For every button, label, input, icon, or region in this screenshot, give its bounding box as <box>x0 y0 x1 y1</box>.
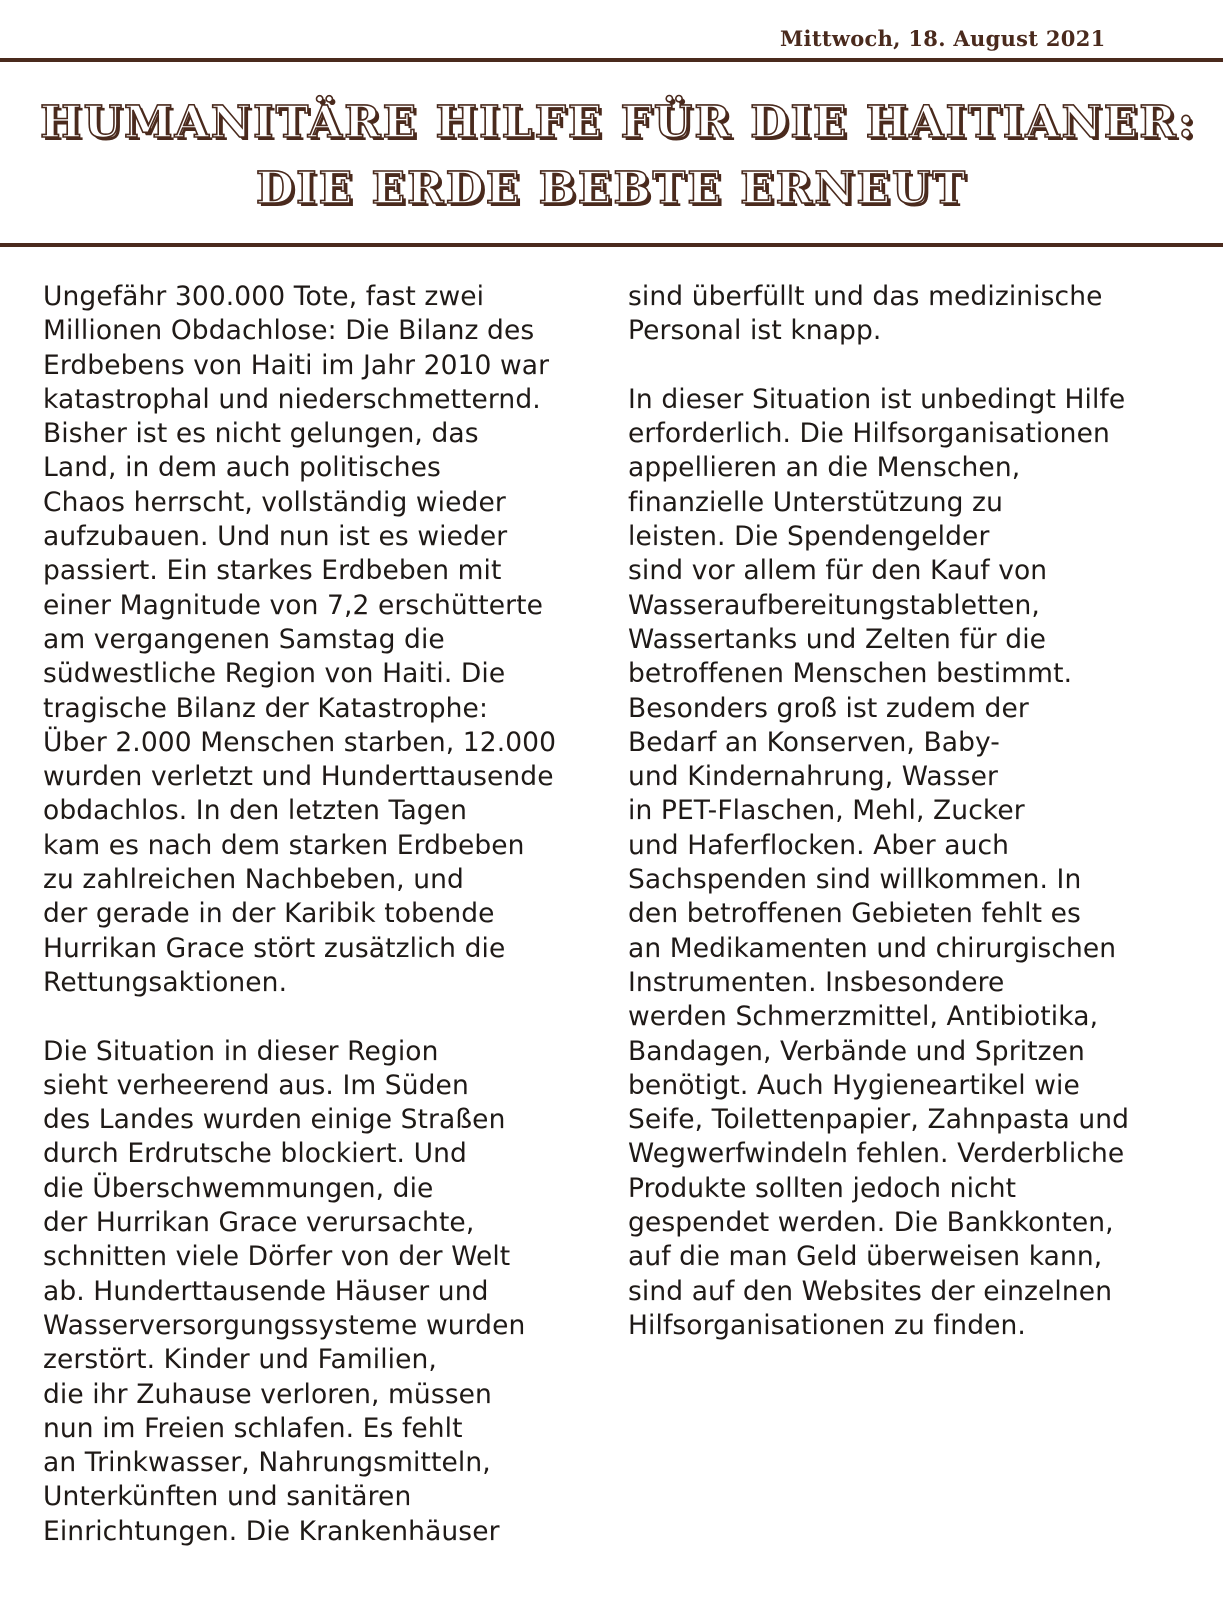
text-line: Wassertanks und Zelten für die <box>628 623 1047 655</box>
article-column-right <box>628 280 1198 1343</box>
paragraph <box>43 280 603 1000</box>
text-line: am vergangenen Samstag die <box>43 623 445 655</box>
headline <box>40 90 1197 222</box>
text-line: ab. Hunderttausende Häuser und <box>43 1275 489 1307</box>
text-line: tragische Bilanz der Katastrophe: <box>43 692 488 724</box>
text-line: der Hurrikan Grace verursachte, <box>43 1207 475 1239</box>
text-line: schnitten viele Dörfer von der Welt <box>43 1241 511 1273</box>
text-line: benötigt. Auch Hygieneartikel wie <box>628 1069 1080 1101</box>
text-line: die ihr Zuhause verloren, müssen <box>43 1378 492 1410</box>
text-line: zerstört. Kinder und Familien, <box>43 1344 437 1376</box>
text-line: katastrophal und niederschmetternd. <box>43 383 541 415</box>
text-line: Über 2.000 Menschen starben, 12.000 <box>43 726 557 758</box>
text-line: Unterkünften und sanitären <box>43 1481 412 1513</box>
text-line: Millionen Obdachlose: Die Bilanz des <box>43 315 535 347</box>
text-line: Land, in dem auch politisches <box>43 452 441 484</box>
text-line: leisten. Die Spendengelder <box>628 521 990 553</box>
text-line: zu zahlreichen Nachbeben, und <box>43 864 464 896</box>
text-line: der gerade in der Karibik tobende <box>43 898 495 930</box>
publication-date: Mittwoch, 18. August 2021 <box>780 26 1106 51</box>
text-line: werden Schmerzmittel, Antibiotika, <box>628 1001 1099 1033</box>
paragraph-gap <box>628 349 1198 383</box>
text-line: durch Erdrutsche blockiert. Und <box>43 1138 467 1170</box>
text-line: Die Situation in dieser Region <box>43 1035 439 1067</box>
text-line: Hilfsorganisationen zu finden. <box>628 1309 1026 1341</box>
text-line: Wegwerfwindeln fehlen. Verderbliche <box>628 1138 1125 1170</box>
text-line: sind auf den Websites der einzelnen <box>628 1275 1113 1307</box>
text-line: den betroffenen Gebieten fehlt es <box>628 898 1081 930</box>
paragraph <box>628 383 1198 1343</box>
paragraph <box>628 280 1198 349</box>
text-line: Erdbebens von Haiti im Jahr 2010 war <box>43 349 550 381</box>
text-line: Bandagen, Verbände und Spritzen <box>628 1035 1085 1067</box>
text-line: und Haferflocken. Aber auch <box>628 829 1010 861</box>
text-line: Wasserversorgungssysteme wurden <box>43 1309 526 1341</box>
text-line: Produkte sollten jedoch nicht <box>628 1172 1017 1204</box>
headline-line-2: DIE ERDE BEBTE ERNEUT <box>255 163 968 214</box>
text-line: sieht verheerend aus. Im Süden <box>43 1069 469 1101</box>
text-line: wurden verletzt und Hunderttausende <box>43 761 554 793</box>
text-line: Personal ist knapp. <box>628 315 882 347</box>
text-line: Seife, Toilettenpapier, Zahnpasta und <box>628 1104 1130 1136</box>
text-line: appellieren an die Menschen, <box>628 452 1021 484</box>
text-line: Instrumenten. Insbesondere <box>628 966 1005 998</box>
text-line: Bisher ist es nicht gelungen, das <box>43 418 479 450</box>
text-line: betroffenen Menschen bestimmt. <box>628 658 1073 690</box>
top-divider <box>0 58 1223 62</box>
text-line: gespendet werden. Die Bankkonten, <box>628 1207 1114 1239</box>
text-line: auf die man Geld überweisen kann, <box>628 1241 1103 1273</box>
text-line: nun im Freien schlafen. Es fehlt <box>43 1412 463 1444</box>
text-line: obdachlos. In den letzten Tagen <box>43 795 468 827</box>
text-line: und Kindernahrung, Wasser <box>628 761 998 793</box>
paragraph-gap <box>43 1000 603 1034</box>
paragraph <box>43 1035 603 1549</box>
text-line: In dieser Situation ist unbedingt Hilfe <box>628 383 1126 415</box>
text-line: einer Magnitude von 7,2 erschütterte <box>43 589 544 621</box>
text-line: in PET-Flaschen, Mehl, Zucker <box>628 795 1025 827</box>
text-line: Sachspenden sind willkommen. In <box>628 864 1082 896</box>
text-line: Wasseraufbereitungstabletten, <box>628 589 1040 621</box>
text-line: sind vor allem für den Kauf von <box>628 555 1048 587</box>
text-line: erforderlich. Die Hilfsorganisationen <box>628 418 1110 450</box>
text-line: Ungefähr 300.000 Tote, fast zwei <box>43 281 485 312</box>
article-column-left <box>43 280 603 1549</box>
text-line: an Trinkwasser, Nahrungsmitteln, <box>43 1447 491 1479</box>
text-line: Rettungsaktionen. <box>43 966 288 998</box>
text-line: Bedarf an Konserven, Baby- <box>628 726 1000 758</box>
text-line: Besonders groß ist zudem der <box>628 692 1029 724</box>
headline-line-1: HUMANITÄRE HILFE FÜR DIE HAITIANER: <box>40 97 1197 148</box>
text-line: des Landes wurden einige Straßen <box>43 1104 506 1136</box>
text-line: Chaos herrscht, vollständig wieder <box>43 486 506 518</box>
text-line: die Überschwemmungen, die <box>43 1172 434 1204</box>
text-line: sind überfüllt und das medizinische <box>628 281 1103 312</box>
text-line: passiert. Ein starkes Erdbeben mit <box>43 555 502 587</box>
text-line: finanzielle Unterstützung zu <box>628 486 1003 518</box>
text-line: an Medikamenten und chirurgischen <box>628 932 1117 964</box>
text-line: aufzubauen. Und nun ist es wieder <box>43 521 508 553</box>
text-line: Hurrikan Grace stört zusätzlich die <box>43 932 506 964</box>
text-line: Einrichtungen. Die Krankenhäuser <box>43 1515 500 1547</box>
bottom-divider <box>0 243 1223 247</box>
text-line: kam es nach dem starken Erdbeben <box>43 829 525 861</box>
text-line: südwestliche Region von Haiti. Die <box>43 658 506 690</box>
